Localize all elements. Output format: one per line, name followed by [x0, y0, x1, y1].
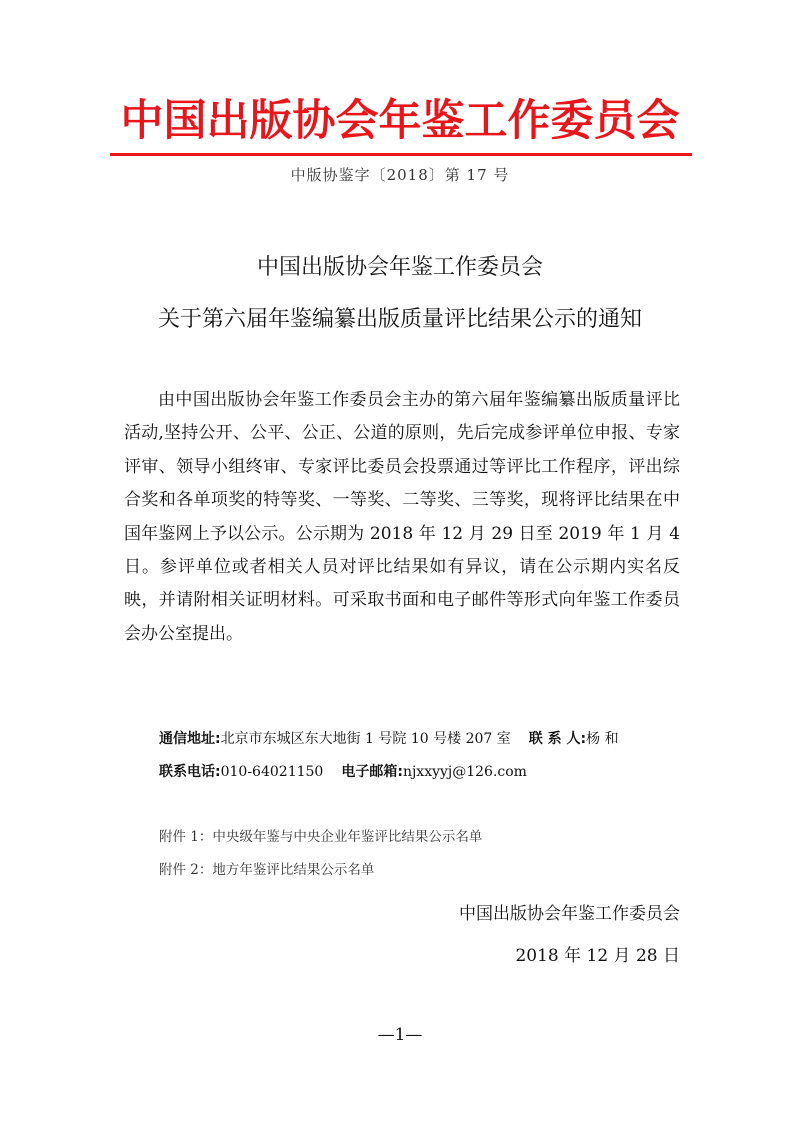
- contact-person-label: 联 系 人:: [528, 731, 587, 747]
- address-value: 北京市东城区东大地街 1 号院 10 号楼 207 室: [220, 731, 511, 747]
- letterhead-org-name: 中国出版协会年鉴工作委员会: [120, 96, 680, 146]
- phone-label: 联系电话:: [159, 764, 221, 780]
- contact-address-line: [159, 728, 619, 750]
- contact-person-value: 杨 和: [586, 731, 619, 747]
- notice-title-line1: 中国出版协会年鉴工作委员会: [256, 255, 543, 280]
- attachment-2: 附件 2：地方年鉴评比结果公示名单: [159, 862, 375, 878]
- notice-body-paragraph: 由中国出版协会年鉴工作委员会主办的第六届年鉴编纂出版质量评比活动,坚持公开、公平、公正、公道的原则，先后完成参评单位申报、专家评审、领导小组终审、专家评比委员会投票通过等评比工作程序，评出综合奖和各单项奖的特等奖、一等奖、二等奖、三等奖，现将评比结果在中国年鉴网上予以公示。公示期为 2018 年 12 月 29 日至 2019 年 1 月 4 日。参评单位或者相关人员对评比结果如有异议，请在公示期内实名反映，并请附相关证明材料。可采取书面和电子邮件等形式向年鉴工作委员会办公室提出。: [124, 390, 680, 644]
- page-number: —1—: [377, 1025, 423, 1045]
- email-label: 电子邮箱:: [341, 764, 403, 780]
- signature-org: 中国出版协会年鉴工作委员会: [459, 904, 680, 924]
- email-value: njxxyyj@126.com: [402, 764, 527, 780]
- letterhead-red-rule: [110, 153, 692, 156]
- address-label: 通信地址:: [159, 731, 221, 747]
- document-number: 中版协鉴字〔2018〕第 17 号: [290, 166, 510, 184]
- signature-date: 2018 年 12 月 28 日: [515, 946, 680, 966]
- notice-title-line2: 关于第六届年鉴编纂出版质量评比结果公示的通知: [157, 307, 642, 332]
- contact-phone-email-line: [159, 761, 527, 783]
- attachment-1: 附件 1：中央级年鉴与中央企业年鉴评比结果公示名单: [159, 829, 483, 845]
- phone-value: 010-64021150: [220, 764, 324, 780]
